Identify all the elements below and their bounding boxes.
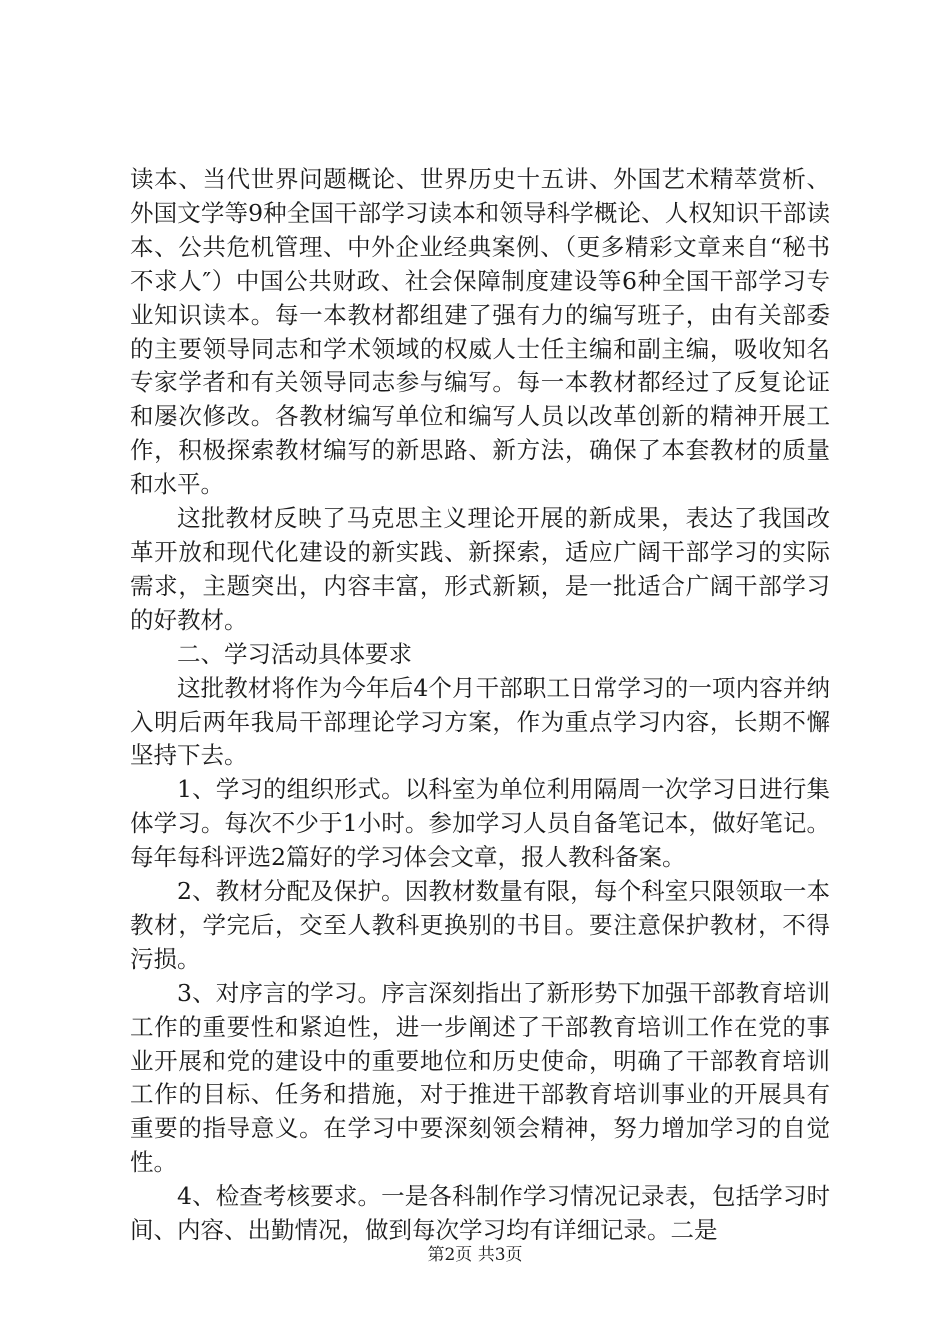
list-item: 3、对序言的学习。序言深刻指出了新形势下加强干部教育培训工作的重要性和紧迫性，进一步阐述了干部教育培训工作在党的事业开展和党的建设中的重要地位和历史使命，明确了干部教育培训工作的目标、任务和措施，对于推进干部教育培训事业的开展具有重要的指导意义。在学习中要深刻领会精神，努力增加学习的自觉性。 bbox=[130, 978, 830, 1177]
page-footer bbox=[0, 1240, 950, 1265]
document-body bbox=[130, 163, 830, 1248]
section-heading: 二、学习活动具体要求 bbox=[177, 639, 412, 668]
paragraph: 这批教材反映了马克思主义理论开展的新成果，表达了我国改革开放和现代化建设的新实践、新探索，适应广阔干部学习的实际需求，主题突出，内容丰富，形式新颖，是一批适合广阔干部学习的好教材。 bbox=[130, 504, 830, 634]
list-item: 1、学习的组织形式。以科室为单位利用隔周一次学习日进行集体学习。每次不少于1小时。参加学习人员自备笔记本，做好笔记。每年每科评选2篇好的学习体会文章，报人教科备案。 bbox=[130, 775, 830, 872]
paragraph: 这批教材将作为今年后4个月干部职工日常学习的一项内容并纳入明后两年我局干部理论学习方案，作为重点学习内容，长期不懈坚持下去。 bbox=[130, 673, 830, 770]
list-item: 4、检查考核要求。一是各科制作学习情况记录表，包括学习时间、内容、出勤情况，做到每次学习均有详细记录。二是 bbox=[130, 1182, 830, 1245]
paragraph-continued: 读本、当代世界问题概论、世界历史十五讲、外国艺术精萃赏析、外国文学等9种全国干部学习读本和领导科学概论、人权知识干部读本、公共危机管理、中外企业经典案例、（更多精彩文章来自“秘书不求人″）中国公共财政、社会保障制度建设等6种全国干部学习专业知识读本。每一本教材都组建了强有力的编写班子，由有关部委的主要领导同志和学术领域的权威人士任主编和副主编，吸收知名专家学者和有关领导同志参与编写。每一本教材都经过了反复论证和屡次修改。各教材编写单位和编写人员以改革创新的精神开展工作，积极探索教材编写的新思路、新方法，确保了本套教材的质量和水平。 bbox=[130, 165, 830, 499]
list-item: 2、教材分配及保护。因教材数量有限，每个科室只限领取一本教材，学完后，交至人教科更换别的书目。要注意保护教材，不得污损。 bbox=[130, 877, 830, 973]
page-number: 第2页 共3页 bbox=[427, 1245, 523, 1265]
